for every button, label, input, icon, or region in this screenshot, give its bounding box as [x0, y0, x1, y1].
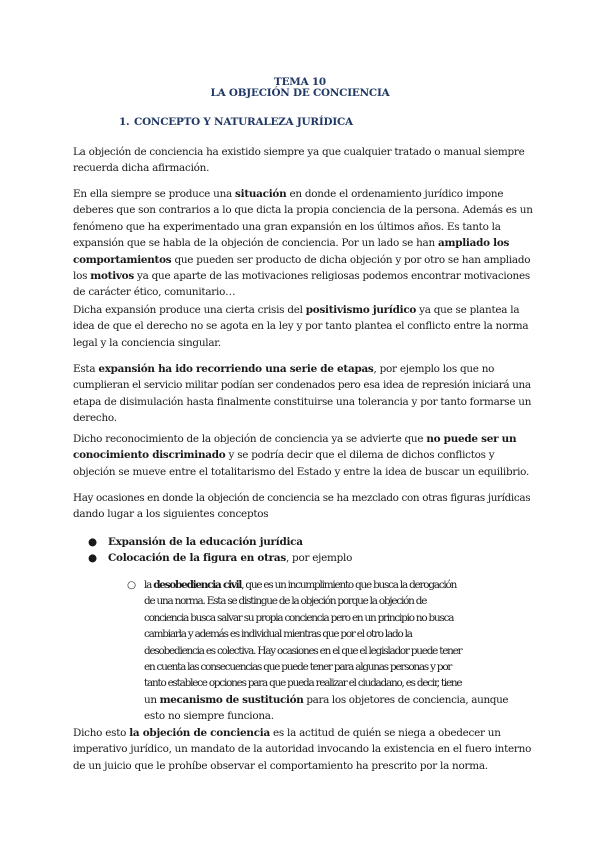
- list-item: [88, 534, 352, 550]
- paragraph-line: en cuenta las consecuencias que puede tener para algunas personas y por: [144, 661, 452, 674]
- paragraph-line: expansión que se habla de la objeción de conciencia. Por un lado se han ampliado los: [73, 237, 510, 250]
- emphasis: expansión ha ido recorriendo una serie de etapas: [98, 363, 374, 375]
- section-heading-text: CONCEPTO Y NATURALEZA JURÍDICA: [134, 116, 353, 128]
- document-title-line1: TEMA 10: [274, 76, 326, 88]
- paragraph-line: desobediencia es colectiva. Hay ocasiones en el que el legislador puede tener: [144, 644, 462, 657]
- emphasis: conocimiento discriminado: [73, 449, 226, 462]
- paragraph-line: imperativo jurídico, un mandato de la autoridad invocando la existencia en el fuero interno: [73, 743, 532, 756]
- paragraph-line: idea de que el derecho no se agota en la ley y por tanto plantea el conflicto entre la norma: [73, 320, 529, 333]
- paragraph-line: la desobediencia civil, que es un incumplimiento que busca la derogación: [144, 579, 457, 591]
- emphasis: comportamientos: [73, 253, 172, 266]
- paragraph-line: conciencia busca salvar su propia conciencia pero en un principio no busca: [144, 611, 454, 624]
- paragraph-1: [73, 144, 531, 177]
- document-title-line2: LA OBJECIÓN DE CONCIENCIA: [210, 87, 390, 99]
- paragraph-5: [73, 431, 531, 480]
- emphasis: situación: [235, 188, 287, 200]
- paragraph-line: deberes que son contrarios a lo que dicta la propia conciencia de la persona. Además es un: [73, 204, 533, 217]
- bullet-ring-icon: ○: [127, 579, 136, 591]
- paragraph-line: La objeción de conciencia ha existido siempre ya que cualquier tratado o manual siempre: [73, 146, 525, 158]
- bullet-dot-icon: ●: [88, 536, 97, 548]
- paragraph-line: tanto establece opciones para que pueda realizar el ciudadano, es decir, tiene: [144, 677, 462, 690]
- paragraph-line: Dicho reconocimiento de la objeción de conciencia ya se advierte que no puede ser un: [73, 433, 517, 445]
- paragraph-line: fenómeno que ha experimentado una gran expansión en los últimos años. Es tanto la: [73, 220, 501, 233]
- paragraph-line: En ella siempre se produce una situación en donde el ordenamiento jurídico impone: [73, 188, 504, 200]
- emphasis: desobediencia civil: [153, 579, 242, 591]
- paragraph-line: de una norma. Esta se distingue de la objeción porque la objeción de: [144, 595, 427, 608]
- paragraph-line: los motivos ya que aparte de las motivaciones religiosas podemos encontrar motivaciones: [73, 270, 530, 283]
- bullet-list: [88, 534, 352, 567]
- emphasis: Colocación de la figura en otras: [108, 552, 286, 565]
- paragraph-line: objeción se mueve entre el totalitarismo del Estado y entre la idea de buscar un equilibrio.: [73, 465, 530, 478]
- paragraph-line: recuerda dicha afirmación.: [73, 162, 210, 175]
- paragraph-line: Dicho esto la objeción de conciencia es la actitud de quién se niega a obedecer un: [73, 727, 501, 739]
- paragraph-line: esto no siempre funciona.: [144, 710, 274, 723]
- paragraph-line: de carácter ético, comunitario…: [73, 286, 236, 299]
- bullet-dot-icon: ●: [88, 552, 97, 565]
- paragraph-line: derecho.: [73, 412, 117, 425]
- paragraph-line: de un juicio que le prohíbe observar el comportamiento ha prescrito por la norma.: [73, 759, 488, 772]
- list-item: ● Colocación de la figura en otras, por ejemplo: [88, 550, 352, 566]
- paragraph-line: conocimiento discriminado y se podría decir que el dilema de dichos conflictos y: [73, 449, 495, 462]
- paragraph-line: Hay ocasiones en donde la objeción de conciencia se ha mezclado con otras figuras jurídicas: [73, 492, 531, 504]
- emphasis: mecanismo de sustitución: [159, 693, 304, 706]
- emphasis: motivos: [90, 270, 134, 283]
- paragraph-line: cumplieran el servicio militar podían ser condenados pero esa idea de represión iniciará una: [73, 379, 531, 392]
- paragraph-line: comportamientos que pueden ser producto de dicha objeción y por otro se han ampliado: [73, 253, 531, 266]
- paragraph-line: Dicha expansión produce una cierta crisis del positivismo jurídico ya que se plantea la: [73, 304, 520, 316]
- sub-bullet-text: [144, 577, 508, 725]
- paragraph-line: cambiarla y además es individual mientras que por el otro lado la: [144, 628, 412, 641]
- emphasis: no puede ser un: [426, 433, 517, 445]
- paragraph-line: dando lugar a los siguientes conceptos: [73, 508, 269, 521]
- emphasis: ampliado los: [437, 237, 510, 250]
- paragraph-7: [73, 725, 531, 774]
- paragraph-4: [73, 361, 531, 427]
- paragraph-line: legal y la conciencia singular.: [73, 336, 221, 349]
- paragraph-line: un mecanismo de sustitución para los objetores de conciencia, aunque: [144, 693, 509, 706]
- paragraph-6: [73, 490, 531, 523]
- emphasis: positivismo jurídico: [305, 304, 417, 316]
- emphasis: Expansión de la educación jurídica: [108, 536, 303, 548]
- emphasis: la objeción de conciencia: [129, 727, 270, 739]
- paragraph-line: etapa de disimulación hasta finalmente constituirse una tolerancia y por tanto formarse un: [73, 395, 532, 408]
- section-number: 1.: [119, 116, 130, 128]
- paragraph-3: [73, 302, 531, 351]
- paragraph-line: Esta expansión ha ido recorriendo una serie de etapas, por ejemplo los que no: [73, 363, 495, 375]
- paragraph-2: [73, 186, 531, 301]
- section-heading: [119, 114, 353, 130]
